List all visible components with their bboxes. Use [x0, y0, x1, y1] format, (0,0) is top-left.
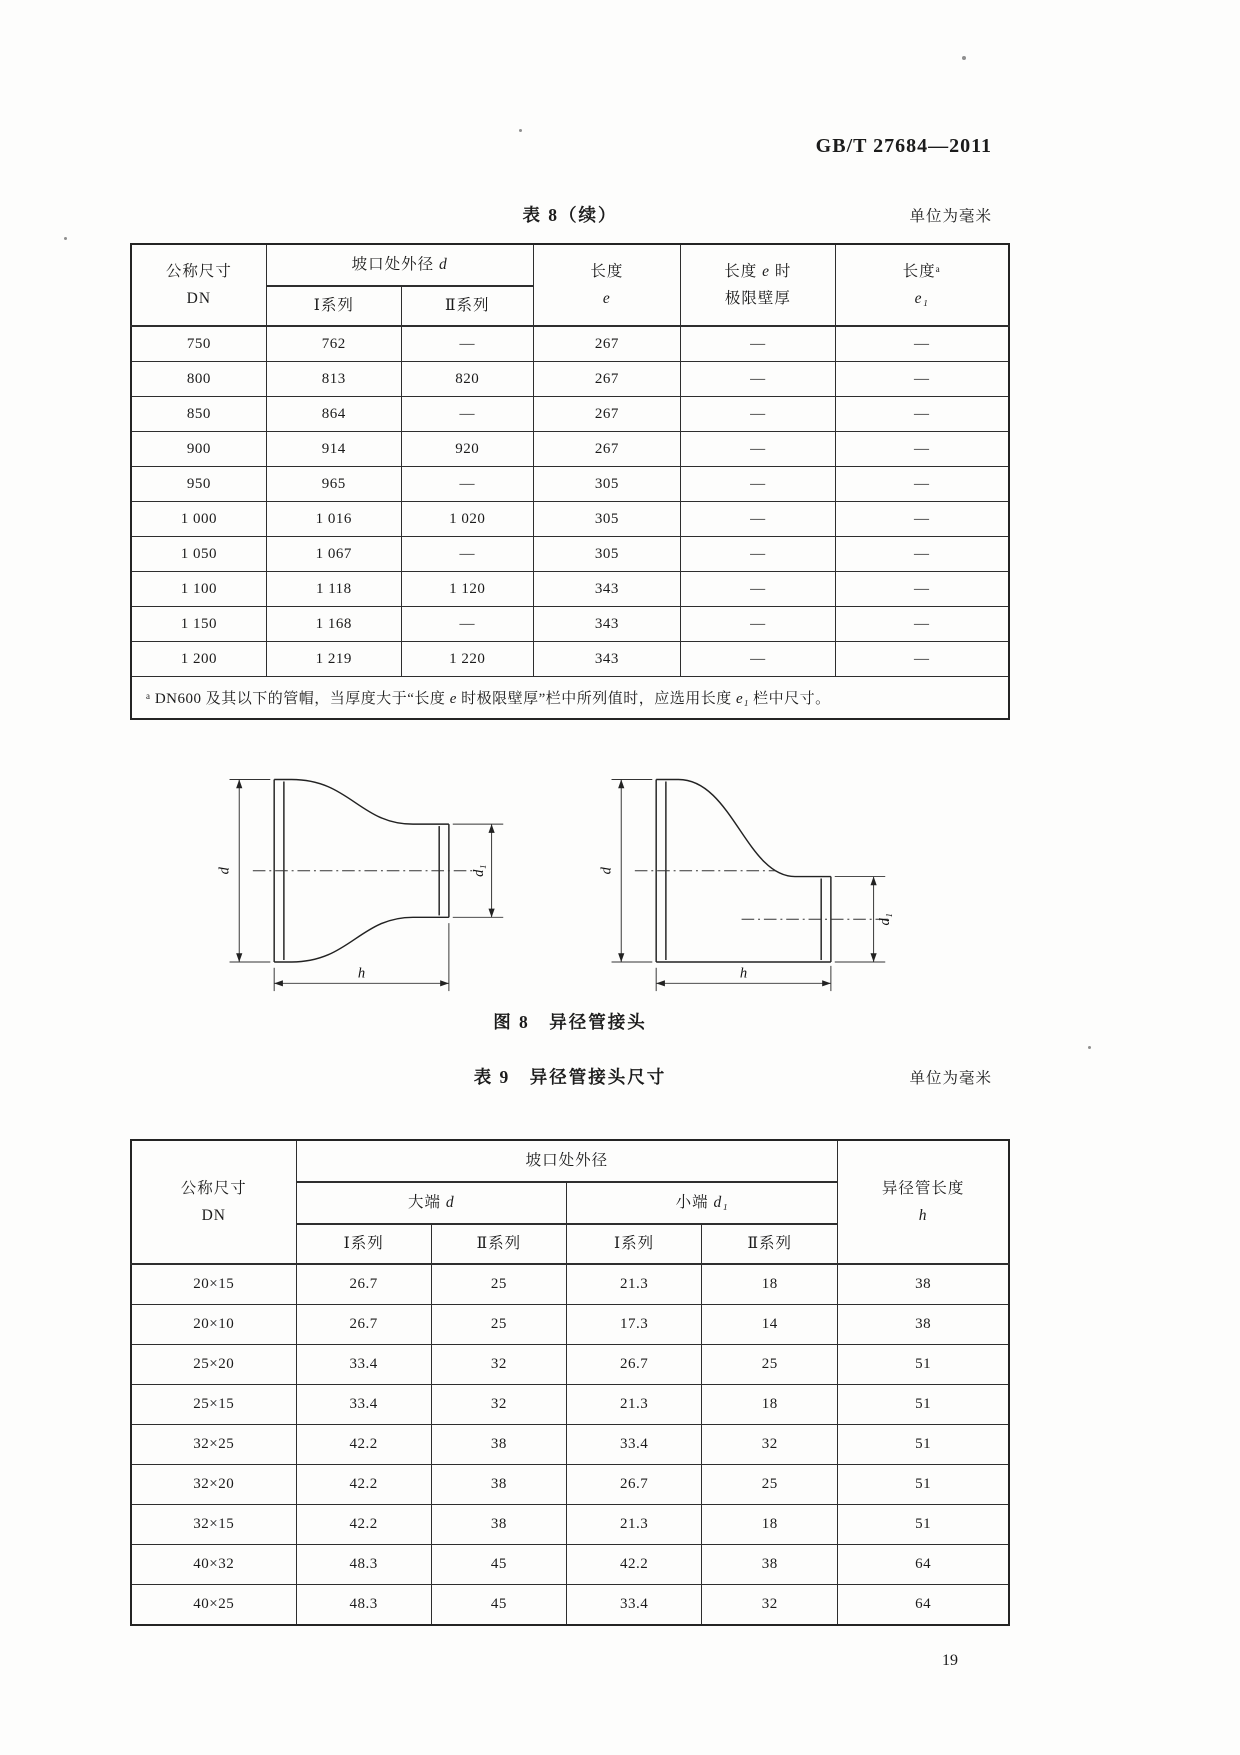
dim-label-d: d	[598, 867, 615, 875]
table-cell: 25	[702, 1465, 838, 1505]
table-cell: 32	[431, 1345, 566, 1385]
table-cell: 51	[838, 1465, 1009, 1505]
table-cell: —	[681, 362, 836, 397]
table-cell: —	[401, 326, 533, 362]
table-cell: 40×25	[131, 1585, 296, 1626]
table-cell: 1 100	[131, 572, 266, 607]
table-cell: 1 200	[131, 642, 266, 677]
table-cell: 343	[533, 607, 681, 642]
table-cell: 45	[431, 1545, 566, 1585]
table-cell: 343	[533, 572, 681, 607]
table-cell: —	[681, 642, 836, 677]
table-cell: 25	[702, 1345, 838, 1385]
table8-header	[131, 244, 1009, 326]
table-cell: 267	[533, 397, 681, 432]
col-header-big-end: 大端 d	[296, 1182, 566, 1224]
table-cell: 26.7	[296, 1264, 431, 1305]
table-cell: 305	[533, 467, 681, 502]
table-cell: 32	[702, 1425, 838, 1465]
table-cell: 267	[533, 326, 681, 362]
col-header-length-e1: 长度ᵃ e₁	[835, 244, 1009, 326]
concentric-reducer-drawing	[214, 762, 544, 995]
table-row	[131, 607, 1009, 642]
table-cell: —	[681, 572, 836, 607]
table-row	[131, 537, 1009, 572]
table-row	[131, 1465, 1009, 1505]
table-cell: —	[835, 642, 1009, 677]
table-cell: 813	[266, 362, 401, 397]
table-row	[131, 1385, 1009, 1425]
col-header-limit-wall: 长度 e 时 极限壁厚	[681, 244, 836, 326]
table8-unit-note: 单位为毫米	[909, 208, 992, 225]
table9-title-row	[130, 1064, 1010, 1089]
table-cell: 1 150	[131, 607, 266, 642]
table-cell: —	[401, 607, 533, 642]
table-row	[131, 1505, 1009, 1545]
table-row	[131, 467, 1009, 502]
table-cell: —	[401, 397, 533, 432]
table-cell: 914	[266, 432, 401, 467]
page-content	[130, 0, 1010, 1670]
table-row	[131, 1345, 1009, 1385]
table-cell: 26.7	[296, 1305, 431, 1345]
col-header-series2: Ⅱ系列	[431, 1224, 566, 1264]
table-row	[131, 1305, 1009, 1345]
table-cell: 38	[838, 1264, 1009, 1305]
table-cell: 820	[401, 362, 533, 397]
table8-footnote-row	[131, 677, 1009, 720]
col-header-series1: Ⅰ系列	[566, 1224, 701, 1264]
eccentric-reducer-drawing	[596, 762, 926, 995]
table-row	[131, 572, 1009, 607]
table-cell: 38	[431, 1505, 566, 1545]
table-row	[131, 432, 1009, 467]
table-cell: 1 020	[401, 502, 533, 537]
table-row	[131, 642, 1009, 677]
table-cell: 17.3	[566, 1305, 701, 1345]
dim-label-h: h	[739, 965, 748, 982]
table-cell: 950	[131, 467, 266, 502]
table-cell: —	[835, 397, 1009, 432]
table-cell: 920	[401, 432, 533, 467]
col-header-series2: Ⅱ系列	[702, 1224, 838, 1264]
table-cell: 64	[838, 1545, 1009, 1585]
table-cell: 1 219	[266, 642, 401, 677]
table-cell: —	[835, 502, 1009, 537]
table-cell: —	[681, 432, 836, 467]
table-cell: 800	[131, 362, 266, 397]
col-header-series2: Ⅱ系列	[401, 286, 533, 326]
dim-label-d1: d₁	[470, 864, 487, 877]
table-cell: 343	[533, 642, 681, 677]
table-row	[131, 362, 1009, 397]
table-cell: 51	[838, 1505, 1009, 1545]
table-cell: 14	[702, 1305, 838, 1345]
col-header-outer-diameter: 坡口处外径 d	[266, 244, 533, 286]
table-cell: 42.2	[296, 1465, 431, 1505]
table-cell: 32	[431, 1385, 566, 1425]
table-cell: 900	[131, 432, 266, 467]
table-cell: 267	[533, 362, 681, 397]
table-cell: 750	[131, 326, 266, 362]
table-row	[131, 1585, 1009, 1626]
dim-label-d: d	[216, 867, 233, 875]
table-cell: —	[681, 502, 836, 537]
table-cell: 1 067	[266, 537, 401, 572]
table-cell: 20×15	[131, 1264, 296, 1305]
table-cell: —	[401, 537, 533, 572]
table-cell: 51	[838, 1425, 1009, 1465]
table-cell: 32×15	[131, 1505, 296, 1545]
table-cell: 40×32	[131, 1545, 296, 1585]
table-cell: 42.2	[566, 1545, 701, 1585]
dimension-arrows	[236, 780, 495, 987]
table-cell: 51	[838, 1345, 1009, 1385]
table-cell: 38	[702, 1545, 838, 1585]
table-row	[131, 397, 1009, 432]
figure8	[130, 762, 1010, 995]
table-cell: 38	[431, 1465, 566, 1505]
table-cell: 20×10	[131, 1305, 296, 1345]
table-cell: 21.3	[566, 1505, 701, 1545]
dim-label-h: h	[357, 965, 366, 982]
table-cell: 1 118	[266, 572, 401, 607]
table9	[130, 1139, 1010, 1626]
table-cell: 48.3	[296, 1585, 431, 1626]
table-cell: 25×15	[131, 1385, 296, 1425]
table-cell: 33.4	[296, 1385, 431, 1425]
table9-unit-note: 单位为毫米	[909, 1070, 992, 1087]
table-cell: 33.4	[566, 1425, 701, 1465]
table8-title: 表 8（续）	[522, 205, 618, 225]
table-cell: 25	[431, 1264, 566, 1305]
table-cell: 21.3	[566, 1385, 701, 1425]
table-cell: 305	[533, 502, 681, 537]
table-cell: 18	[702, 1385, 838, 1425]
table-cell: 762	[266, 326, 401, 362]
table9-body	[131, 1264, 1009, 1625]
table-cell: —	[835, 432, 1009, 467]
table9-title: 表 9 异径管接头尺寸	[473, 1067, 667, 1087]
table-cell: 21.3	[566, 1264, 701, 1305]
table-row	[131, 502, 1009, 537]
table-cell: 1 168	[266, 607, 401, 642]
scan-speck	[1088, 1046, 1091, 1049]
table-cell: —	[681, 326, 836, 362]
table-cell: 1 050	[131, 537, 266, 572]
table9-header	[131, 1140, 1009, 1264]
table-cell: 1 016	[266, 502, 401, 537]
table-row	[131, 1425, 1009, 1465]
table-cell: 42.2	[296, 1425, 431, 1465]
table-cell: —	[835, 572, 1009, 607]
col-header-reducer-length: 异径管长度 h	[838, 1140, 1009, 1264]
col-header-small-end: 小端 d₁	[566, 1182, 837, 1224]
col-header-dn: 公称尺寸 DN	[131, 1140, 296, 1264]
table-cell: 64	[838, 1585, 1009, 1626]
table-cell: —	[835, 537, 1009, 572]
table-cell: 864	[266, 397, 401, 432]
table-row	[131, 1545, 1009, 1585]
table-cell: 32×20	[131, 1465, 296, 1505]
table-cell: 33.4	[566, 1585, 701, 1626]
table-cell: —	[681, 467, 836, 502]
table8-title-row	[130, 202, 1010, 227]
col-header-dn: 公称尺寸 DN	[131, 244, 266, 326]
dimension-arrows	[618, 780, 877, 987]
table-cell: —	[401, 467, 533, 502]
table-cell: 25×20	[131, 1345, 296, 1385]
table-cell: —	[835, 362, 1009, 397]
col-header-outer-diameter-group: 坡口处外径	[296, 1140, 838, 1182]
table-cell: —	[681, 607, 836, 642]
table-cell: 32×25	[131, 1425, 296, 1465]
table-cell: 18	[702, 1505, 838, 1545]
table8-body	[131, 326, 1009, 677]
table-cell: 25	[431, 1305, 566, 1345]
col-header-series1: Ⅰ系列	[266, 286, 401, 326]
table8-footnote: ᵃ DN600 及其以下的管帽，当厚度大于“长度 e 时极限壁厚”栏中所列值时，应选用长度 e₁ 栏中尺寸。	[131, 677, 1009, 720]
col-header-series1: Ⅰ系列	[296, 1224, 431, 1264]
table-cell: 850	[131, 397, 266, 432]
scan-speck	[64, 237, 67, 240]
table-cell: 18	[702, 1264, 838, 1305]
table-cell: 32	[702, 1585, 838, 1626]
table8	[130, 243, 1010, 720]
table-cell: 38	[431, 1425, 566, 1465]
table-cell: 48.3	[296, 1545, 431, 1585]
table-cell: —	[681, 397, 836, 432]
figure8-caption: 图 8 异径管接头	[493, 1012, 647, 1032]
table-cell: 305	[533, 537, 681, 572]
table-cell: 51	[838, 1385, 1009, 1425]
table-cell: 965	[266, 467, 401, 502]
table-cell: 38	[838, 1305, 1009, 1345]
col-header-length-e: 长度 e	[533, 244, 681, 326]
table-cell: 1 120	[401, 572, 533, 607]
table-cell: 42.2	[296, 1505, 431, 1545]
table-cell: —	[681, 537, 836, 572]
table-cell: 26.7	[566, 1465, 701, 1505]
table-row	[131, 326, 1009, 362]
table-cell: 1 220	[401, 642, 533, 677]
table-row	[131, 1264, 1009, 1305]
table-cell: 45	[431, 1585, 566, 1626]
table-cell: 1 000	[131, 502, 266, 537]
standard-code: GB/T 27684—2011	[815, 135, 992, 157]
table-cell: —	[835, 326, 1009, 362]
table-cell: —	[835, 607, 1009, 642]
table-cell: 26.7	[566, 1345, 701, 1385]
dim-label-d1: d₁	[877, 913, 894, 926]
page-number: 19	[942, 1652, 958, 1669]
table-cell: —	[835, 467, 1009, 502]
table-cell: 267	[533, 432, 681, 467]
table-cell: 33.4	[296, 1345, 431, 1385]
